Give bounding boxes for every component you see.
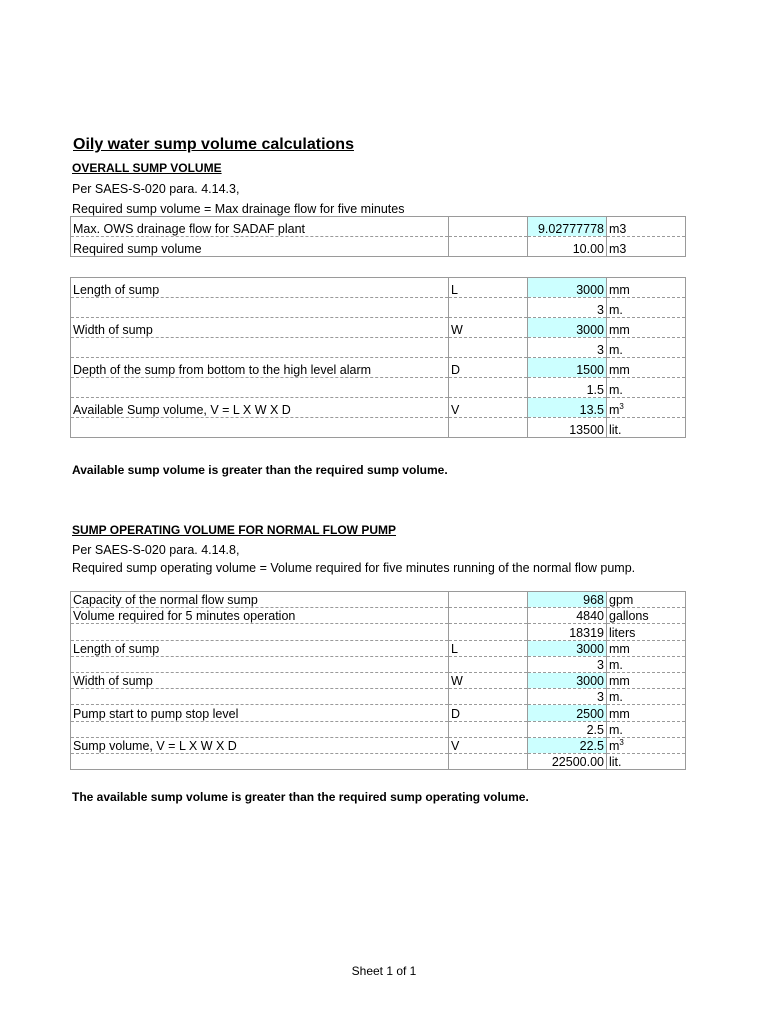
row-unit — [607, 237, 686, 257]
table-row — [71, 298, 686, 318]
row-value-text: 3 — [597, 343, 604, 357]
row-value-text: 13500 — [569, 423, 604, 437]
row-unit-text: mm — [609, 283, 630, 297]
row-value — [528, 592, 607, 608]
section2-conclusion: The available sump volume is greater than the required sump operating volume. — [72, 790, 529, 804]
section2-requirement: Required sump operating volume = Volume required for five minutes running of the normal flow pump. — [72, 561, 636, 575]
row-value-text: 3 — [597, 303, 604, 317]
row-value — [528, 418, 607, 438]
row-unit-text: mm — [609, 706, 630, 721]
row-description — [71, 217, 449, 237]
row-value-text: 3000 — [576, 674, 604, 689]
row-symbol — [449, 656, 528, 672]
row-value-text: 3000 — [576, 641, 604, 656]
row-unit — [607, 338, 686, 358]
row-value — [528, 721, 607, 737]
table-row — [71, 217, 686, 237]
row-description-text: Pump start to pump stop level — [73, 706, 239, 721]
table-row — [71, 338, 686, 358]
row-value — [528, 378, 607, 398]
row-value-text: 1500 — [576, 363, 604, 377]
row-value — [528, 358, 607, 378]
row-value-text: 9.02777778 — [537, 222, 604, 236]
required-volume-table — [70, 216, 686, 257]
table-row — [71, 278, 686, 298]
row-unit — [607, 398, 686, 418]
row-description — [71, 753, 449, 769]
row-description-text: Max. OWS drainage flow for SADAF plant — [73, 222, 306, 236]
row-value-text: 3000 — [576, 283, 604, 297]
row-unit-text: mm — [609, 363, 630, 377]
row-unit-text: m3 — [609, 222, 627, 236]
table-row — [71, 378, 686, 398]
row-description-text: Required sump volume — [73, 242, 202, 256]
row-symbol — [449, 753, 528, 769]
row-value — [528, 753, 607, 769]
row-symbol — [449, 298, 528, 318]
row-symbol — [449, 378, 528, 398]
row-unit — [607, 624, 686, 640]
row-symbol — [449, 217, 528, 237]
row-value-text: 3000 — [576, 323, 604, 337]
row-value-text: 13.5 — [579, 403, 604, 417]
row-symbol — [449, 278, 528, 298]
section2-reference: Per SAES-S-020 para. 4.14.8, — [72, 543, 240, 557]
row-symbol — [449, 689, 528, 705]
table-row — [71, 721, 686, 737]
row-description — [71, 318, 449, 338]
row-description — [71, 737, 449, 753]
row-unit — [607, 378, 686, 398]
table-row — [71, 656, 686, 672]
row-description — [71, 640, 449, 656]
unit-superscript: 3 — [619, 737, 624, 747]
section1-requirement: Required sump volume = Max drainage flow for five minutes — [72, 202, 405, 216]
row-unit-text: mm — [609, 641, 630, 656]
row-description — [71, 608, 449, 624]
row-symbol — [449, 237, 528, 257]
row-symbol — [449, 640, 528, 656]
row-symbol — [449, 338, 528, 358]
section-heading-operating: SUMP OPERATING VOLUME FOR NORMAL FLOW PUMP — [72, 523, 396, 537]
row-value-text: 1.5 — [586, 383, 604, 397]
available-volume-table — [70, 277, 686, 438]
row-description — [71, 624, 449, 640]
table-row — [71, 689, 686, 705]
row-value — [528, 640, 607, 656]
row-description — [71, 278, 449, 298]
row-description — [71, 398, 449, 418]
table-row — [71, 358, 686, 378]
row-unit — [607, 608, 686, 624]
row-description — [71, 705, 449, 721]
row-description-text: Available Sump volume, V = L X W X D — [73, 403, 291, 417]
row-value — [528, 318, 607, 338]
row-description — [71, 689, 449, 705]
table-row — [71, 737, 686, 753]
row-symbol — [449, 721, 528, 737]
row-symbol — [449, 608, 528, 624]
row-description — [71, 338, 449, 358]
table-row — [71, 640, 686, 656]
row-symbol-text: D — [451, 706, 461, 721]
row-unit — [607, 705, 686, 721]
row-value — [528, 278, 607, 298]
row-unit — [607, 592, 686, 608]
row-unit — [607, 721, 686, 737]
row-symbol-text: D — [451, 363, 461, 377]
row-symbol — [449, 592, 528, 608]
page-title: Oily water sump volume calculations — [73, 136, 354, 153]
page-footer: Sheet 1 of 1 — [351, 964, 417, 978]
row-unit — [607, 689, 686, 705]
row-unit-text: m. — [609, 690, 623, 705]
table-row — [71, 592, 686, 608]
row-description — [71, 358, 449, 378]
row-symbol-text: V — [451, 738, 460, 753]
table-row — [71, 237, 686, 257]
row-symbol-text: L — [451, 283, 458, 297]
row-unit-text: mm — [609, 674, 630, 689]
row-unit-text: m — [609, 738, 620, 753]
row-symbol-text: W — [451, 674, 463, 689]
row-description-text: Length of sump — [73, 283, 160, 297]
row-value — [528, 237, 607, 257]
row-unit-text: m. — [609, 303, 623, 317]
row-unit-text: m. — [609, 722, 623, 737]
table-row — [71, 624, 686, 640]
row-value-text: 22500.00 — [551, 755, 604, 770]
row-description — [71, 721, 449, 737]
row-value — [528, 672, 607, 688]
row-description-text: Sump volume, V = L X W X D — [73, 738, 237, 753]
row-symbol — [449, 418, 528, 438]
row-unit — [607, 656, 686, 672]
row-unit — [607, 418, 686, 438]
row-value-text: 2.5 — [586, 722, 604, 737]
row-unit — [607, 278, 686, 298]
row-value — [528, 338, 607, 358]
row-description — [71, 592, 449, 608]
row-description — [71, 656, 449, 672]
row-value — [528, 689, 607, 705]
table-row — [71, 418, 686, 438]
row-value-text: 18319 — [569, 625, 604, 640]
row-description-text: Length of sump — [73, 641, 160, 656]
row-description — [71, 672, 449, 688]
row-symbol-text: V — [451, 403, 460, 417]
row-unit-text: lit. — [609, 423, 622, 437]
row-unit-text: m. — [609, 343, 623, 357]
row-value — [528, 737, 607, 753]
row-symbol — [449, 318, 528, 338]
row-value-text: 4840 — [576, 609, 604, 624]
row-description-text: Volume required for 5 minutes operation — [73, 609, 296, 624]
row-unit-text: gpm — [609, 593, 634, 608]
row-unit — [607, 672, 686, 688]
row-value-text: 2500 — [576, 706, 604, 721]
row-value-text: 10.00 — [572, 242, 604, 256]
row-symbol — [449, 358, 528, 378]
row-description — [71, 298, 449, 318]
row-symbol — [449, 624, 528, 640]
row-value-text: 3 — [597, 657, 604, 672]
row-description-text: Depth of the sump from bottom to the high level alarm — [73, 363, 372, 377]
row-symbol — [449, 398, 528, 418]
row-unit — [607, 298, 686, 318]
row-value-text: 968 — [583, 593, 604, 608]
row-description — [71, 237, 449, 257]
row-unit-text: gallons — [609, 609, 649, 624]
table-row — [71, 398, 686, 418]
row-unit-text: m. — [609, 383, 623, 397]
row-value-text: 3 — [597, 690, 604, 705]
row-unit — [607, 318, 686, 338]
row-unit — [607, 217, 686, 237]
row-description — [71, 378, 449, 398]
row-symbol — [449, 705, 528, 721]
table-row — [71, 705, 686, 721]
section1-reference: Per SAES-S-020 para. 4.14.3, — [72, 182, 240, 196]
row-description-text: Width of sump — [73, 323, 153, 337]
table-row — [71, 608, 686, 624]
row-unit-text: mm — [609, 323, 630, 337]
row-unit — [607, 640, 686, 656]
row-unit-text: m. — [609, 657, 623, 672]
row-symbol — [449, 672, 528, 688]
table-row — [71, 753, 686, 769]
row-value-text: 22.5 — [579, 738, 604, 753]
row-value — [528, 608, 607, 624]
row-value — [528, 398, 607, 418]
row-unit-text: liters — [609, 625, 636, 640]
row-unit-text: lit. — [609, 755, 622, 770]
row-unit — [607, 737, 686, 753]
row-symbol-text: W — [451, 323, 463, 337]
row-value — [528, 624, 607, 640]
row-description — [71, 418, 449, 438]
row-symbol — [449, 737, 528, 753]
table-row — [71, 318, 686, 338]
section-heading-overall: OVERALL SUMP VOLUME — [72, 161, 222, 175]
row-unit-text: m3 — [609, 242, 627, 256]
table-row — [71, 672, 686, 688]
row-description-text: Width of sump — [73, 674, 153, 689]
row-description-text: Capacity of the normal flow sump — [73, 593, 258, 608]
row-value — [528, 656, 607, 672]
row-symbol-text: L — [451, 641, 458, 656]
section1-conclusion: Available sump volume is greater than the required sump volume. — [72, 463, 448, 477]
row-value — [528, 705, 607, 721]
operating-volume-table — [70, 591, 686, 770]
unit-superscript: 3 — [619, 401, 624, 411]
row-unit — [607, 753, 686, 769]
row-unit-text: m — [609, 403, 620, 417]
row-unit — [607, 358, 686, 378]
row-value — [528, 298, 607, 318]
row-value — [528, 217, 607, 237]
